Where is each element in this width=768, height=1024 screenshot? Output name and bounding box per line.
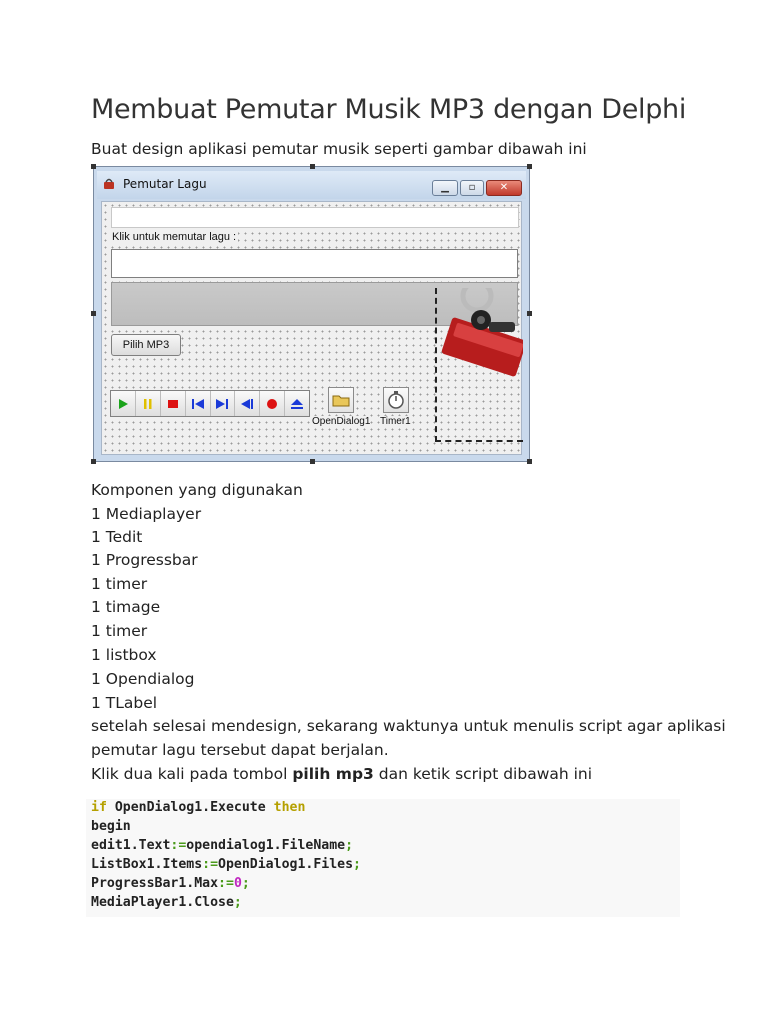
code-line: MediaPlayer1.Close; [91, 895, 242, 910]
record-button[interactable] [260, 391, 285, 416]
pilih-mp3-button[interactable]: Pilih MP3 [111, 334, 181, 356]
instruction-paragraph [91, 765, 592, 783]
pause-icon [142, 398, 154, 410]
list-item: 1 Progressbar [91, 551, 198, 569]
stop-icon [167, 398, 179, 410]
window-title: Pemutar Lagu [123, 177, 207, 191]
list-item: 1 Opendialog [91, 670, 195, 688]
list-item: 1 timage [91, 598, 161, 616]
paragraph-line: pemutar lagu tersebut dapat berjalan. [91, 741, 389, 759]
music-player-icon [103, 178, 115, 193]
resize-handle [310, 164, 315, 169]
code-line: if OpenDialog1.Execute then [91, 800, 306, 815]
list-item: 1 listbox [91, 646, 157, 664]
page-title: Membuat Pemutar Musik MP3 dengan Delphi [91, 94, 687, 125]
code-line: begin [91, 819, 131, 834]
play-button[interactable] [111, 391, 136, 416]
stopwatch-icon [387, 391, 405, 409]
instruction-bold: pilih mp3 [292, 765, 374, 783]
resize-handle [91, 164, 96, 169]
code-line: edit1.Text:=opendialog1.FileName; [91, 838, 354, 853]
intro-text: Buat design aplikasi pemutar musik seperti gambar dibawah ini [91, 140, 587, 158]
components-heading: Komponen yang digunakan [91, 481, 303, 499]
next-icon [215, 398, 229, 410]
resize-handle [91, 311, 96, 316]
list-item: 1 timer [91, 622, 148, 640]
code-line: ListBox1.Items:=OpenDialog1.Files; [91, 857, 361, 872]
close-button[interactable]: ✕ [486, 180, 522, 196]
eject-button[interactable] [285, 391, 309, 416]
play-icon [117, 398, 129, 410]
eject-icon [290, 398, 304, 410]
edit1-input[interactable] [111, 207, 519, 228]
form-client-area [101, 201, 522, 455]
step-back-icon [240, 398, 254, 410]
opendialog1-component[interactable] [328, 387, 354, 413]
resize-handle [527, 311, 532, 316]
instruction-text: dan ketik script dibawah ini [373, 765, 593, 783]
stop-button[interactable] [161, 391, 186, 416]
opendialog1-caption: OpenDialog1 [312, 416, 371, 427]
paragraph-line: setelah selesai mendesign, sekarang waktunya untuk menulis script agar aplikasi [91, 717, 726, 735]
prev-icon [191, 398, 205, 410]
resize-handle [91, 459, 96, 464]
record-icon [266, 398, 278, 410]
code-block [86, 799, 680, 917]
pause-button[interactable] [136, 391, 161, 416]
window-titlebar [97, 171, 526, 199]
image1 [435, 288, 523, 442]
next-button[interactable] [211, 391, 236, 416]
label1: Klik untuk memutar lagu : [112, 231, 237, 243]
timer1-caption: Timer1 [380, 416, 411, 427]
minimize-button[interactable]: ▁ [432, 180, 458, 196]
list-item: 1 TLabel [91, 694, 158, 712]
list-item: 1 Mediaplayer [91, 505, 202, 523]
resize-handle [527, 459, 532, 464]
maximize-button[interactable]: ▫ [460, 180, 484, 196]
music-player-image-icon [437, 288, 523, 440]
mediaplayer1 [110, 390, 310, 417]
resize-handle [310, 459, 315, 464]
list-item: 1 timer [91, 575, 148, 593]
folder-icon [332, 393, 350, 407]
form-design-screenshot [93, 166, 530, 462]
instruction-text: Klik dua kali pada tombol [91, 765, 293, 783]
timer1-component[interactable] [383, 387, 409, 413]
code-line: ProgressBar1.Max:=0; [91, 876, 250, 891]
list-item: 1 Tedit [91, 528, 143, 546]
prev-button[interactable] [186, 391, 211, 416]
step-back-button[interactable] [235, 391, 260, 416]
resize-handle [527, 164, 532, 169]
listbox1[interactable] [111, 249, 518, 278]
